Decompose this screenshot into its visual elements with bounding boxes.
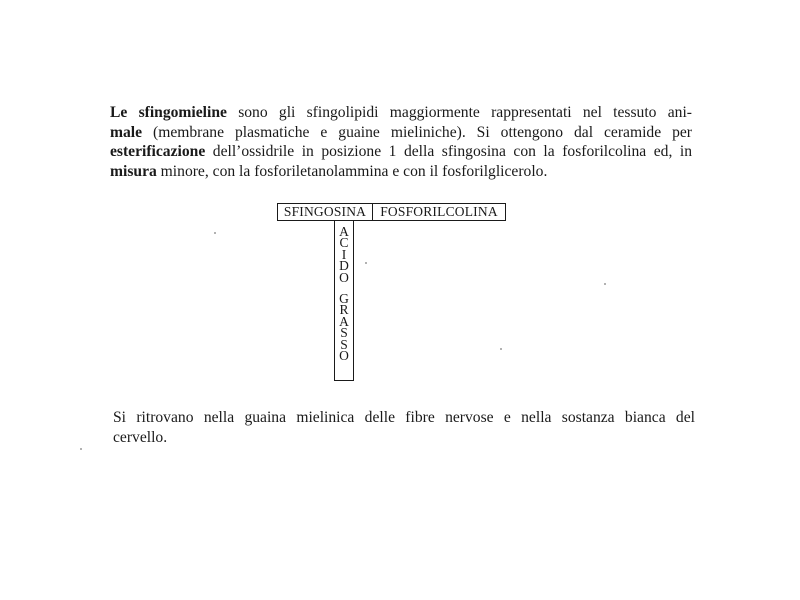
closing-paragraph	[90, 408, 695, 447]
bold-term: esterificazione	[110, 143, 206, 160]
vertical-letter: I	[341, 246, 347, 262]
vertical-letter: R	[339, 302, 349, 318]
vertical-letter: C	[339, 235, 349, 251]
scan-speck	[500, 348, 502, 350]
vertical-letter: A	[339, 224, 349, 239]
vertical-letter: D	[339, 258, 349, 274]
paragraph-line: Si ritrovano nella guaina mielinica delle fibre nervose e nella sostanza bianca del	[113, 409, 695, 426]
sfingosina-cell: SFINGOSINA	[278, 204, 373, 220]
line-text: minore, con la fosforiletanolammina e con il fosforilglicerolo.	[156, 162, 548, 180]
head-group-box	[277, 203, 506, 221]
scan-speck	[214, 232, 216, 234]
line-text: (membrane plasmatiche e guaine mieliniche). Si ottengono dal ceramide per	[142, 123, 692, 141]
vertical-letter: O	[339, 348, 349, 364]
vertical-letter: A	[339, 313, 349, 329]
scan-speck	[80, 448, 82, 450]
vertical-letter: S	[340, 325, 348, 341]
bold-term: male	[110, 123, 143, 141]
line-text: dell’ossidrile in posizione 1 della sfingosina con la fosforilcolina ed, in	[205, 143, 692, 160]
bold-term: Le sfingomieline	[110, 104, 227, 121]
fatty-acid-box	[334, 221, 354, 381]
scan-speck	[365, 262, 367, 264]
fosforilcolina-cell: FOSFORILCOLINA	[380, 204, 498, 219]
vertical-letter: O	[339, 269, 349, 285]
vertical-letter: G	[339, 291, 349, 307]
scan-speck	[604, 283, 606, 285]
bold-term: misura	[110, 162, 157, 180]
vertical-letter: S	[340, 336, 348, 352]
line-text: sono gli sfingolipidi maggiormente rappresentati nel tessuto ani-	[226, 104, 692, 121]
paragraph-line: cervello.	[113, 428, 168, 446]
